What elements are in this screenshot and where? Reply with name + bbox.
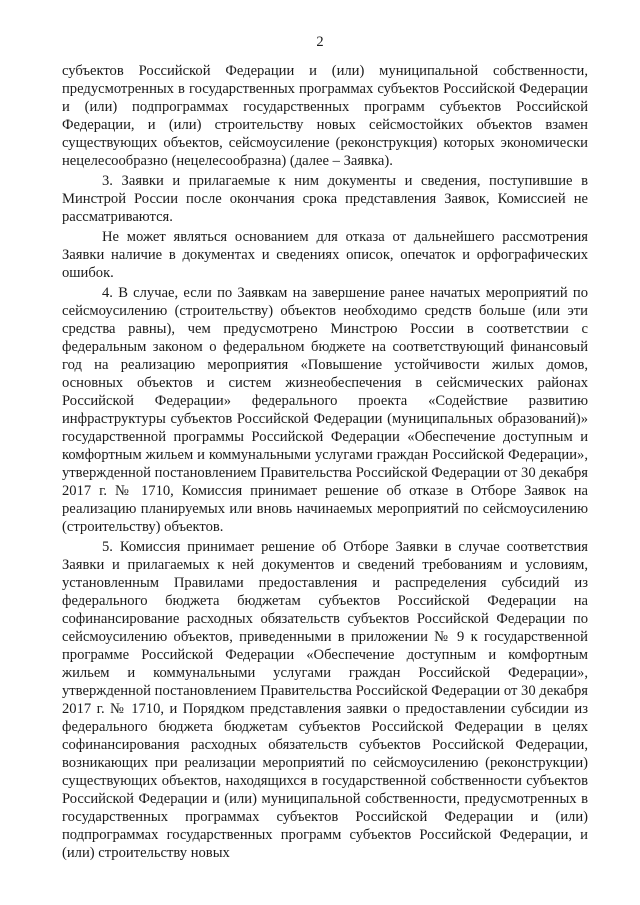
paragraph-item-5: 5. Комиссия принимает решение об Отборе Заявки в случае соответствия Заявки и прилагаемых к ней документов и сведений требованиям и условиям, установленным Правилами предоставления и распределения субсидий из федерального бюджета бюджетам субъектов Российской Федерации на софинансирование расходных обязательств субъектов Российской Федерации по сейсмоусилению объектов, приведенными в приложении № 9 к государственной программе Российской Федерации «Обеспечение доступным и комфортным жильем и коммунальными услугами граждан Российской Федерации», утвержденной постановлением Правительства Российской Федерации от 30 декабря 2017 г. № 1710, и Порядком представления заявки о предоставлении субсидии из федерального бюджета бюджетам субъектов Российской Федерации в целях софинансирования расходных обязательств субъектов Российской Федерации, возникающих при реализации мероприятий по сейсмоусилению (реконструкции) существующих объектов, находящихся в государственной собственности субъектов Российской Федерации и (или) муниципальной собственности, предусмотренных в государственных программах субъектов Российской Федерации и (или) подпрограммах государственных программ субъектов Российской Федерации, и (или) строительству новых: [62, 539, 588, 861]
paragraph-item-3: 3. Заявки и прилагаемые к ним документы и сведения, поступившие в Минстрой России после окончания срока представления Заявок, Комиссией не рассматриваются.: [62, 173, 588, 225]
paragraph-continuation: субъектов Российской Федерации и (или) муниципальной собственности, предусмотренных в государственных программах субъектов Российской Федерации и (или) подпрограммах государственных программ субъектов Российской Федерации, и (или) строительству новых сейсмостойких объектов взамен существующих объектов, сейсмоусиление (реконструкция) которых экономически нецелесообразно (нецелесообразна) (далее – Заявка).: [62, 63, 588, 169]
document-body: [62, 62, 588, 862]
paragraph-item-4: 4. В случае, если по Заявкам на завершение ранее начатых мероприятий по сейсмоусилению (строительству) объектов необходимо средств больше (или эти средства равны), чем предусмотрено Минстрою России в соответствии с федеральным законом о федеральном бюджете на соответствующий финансовый год на реализацию мероприятия «Повышение устойчивости жилых домов, основных объектов и систем жизнеобеспечения в сейсмических районах Российской Федерации» федерального проекта «Содействие развитию инфраструктуры субъектов Российской Федерации (муниципальных образований)» государственной программы Российской Федерации «Обеспечение доступным и комфортным жильем и коммунальными услугами граждан Российской Федерации», утвержденной постановлением Правительства Российской Федерации от 30 декабря 2017 г. № 1710, Комиссия принимает решение об отказе в Отборе Заявок на реализацию планируемых или вновь начинаемых мероприятий по сейсмоусилению (строительству) объектов.: [62, 285, 588, 535]
paragraph-item-3-note: Не может являться основанием для отказа от дальнейшего рассмотрения Заявки наличие в документах и сведениях описок, опечаток и орфографических ошибок.: [62, 229, 588, 281]
page-number: 2: [316, 34, 324, 50]
